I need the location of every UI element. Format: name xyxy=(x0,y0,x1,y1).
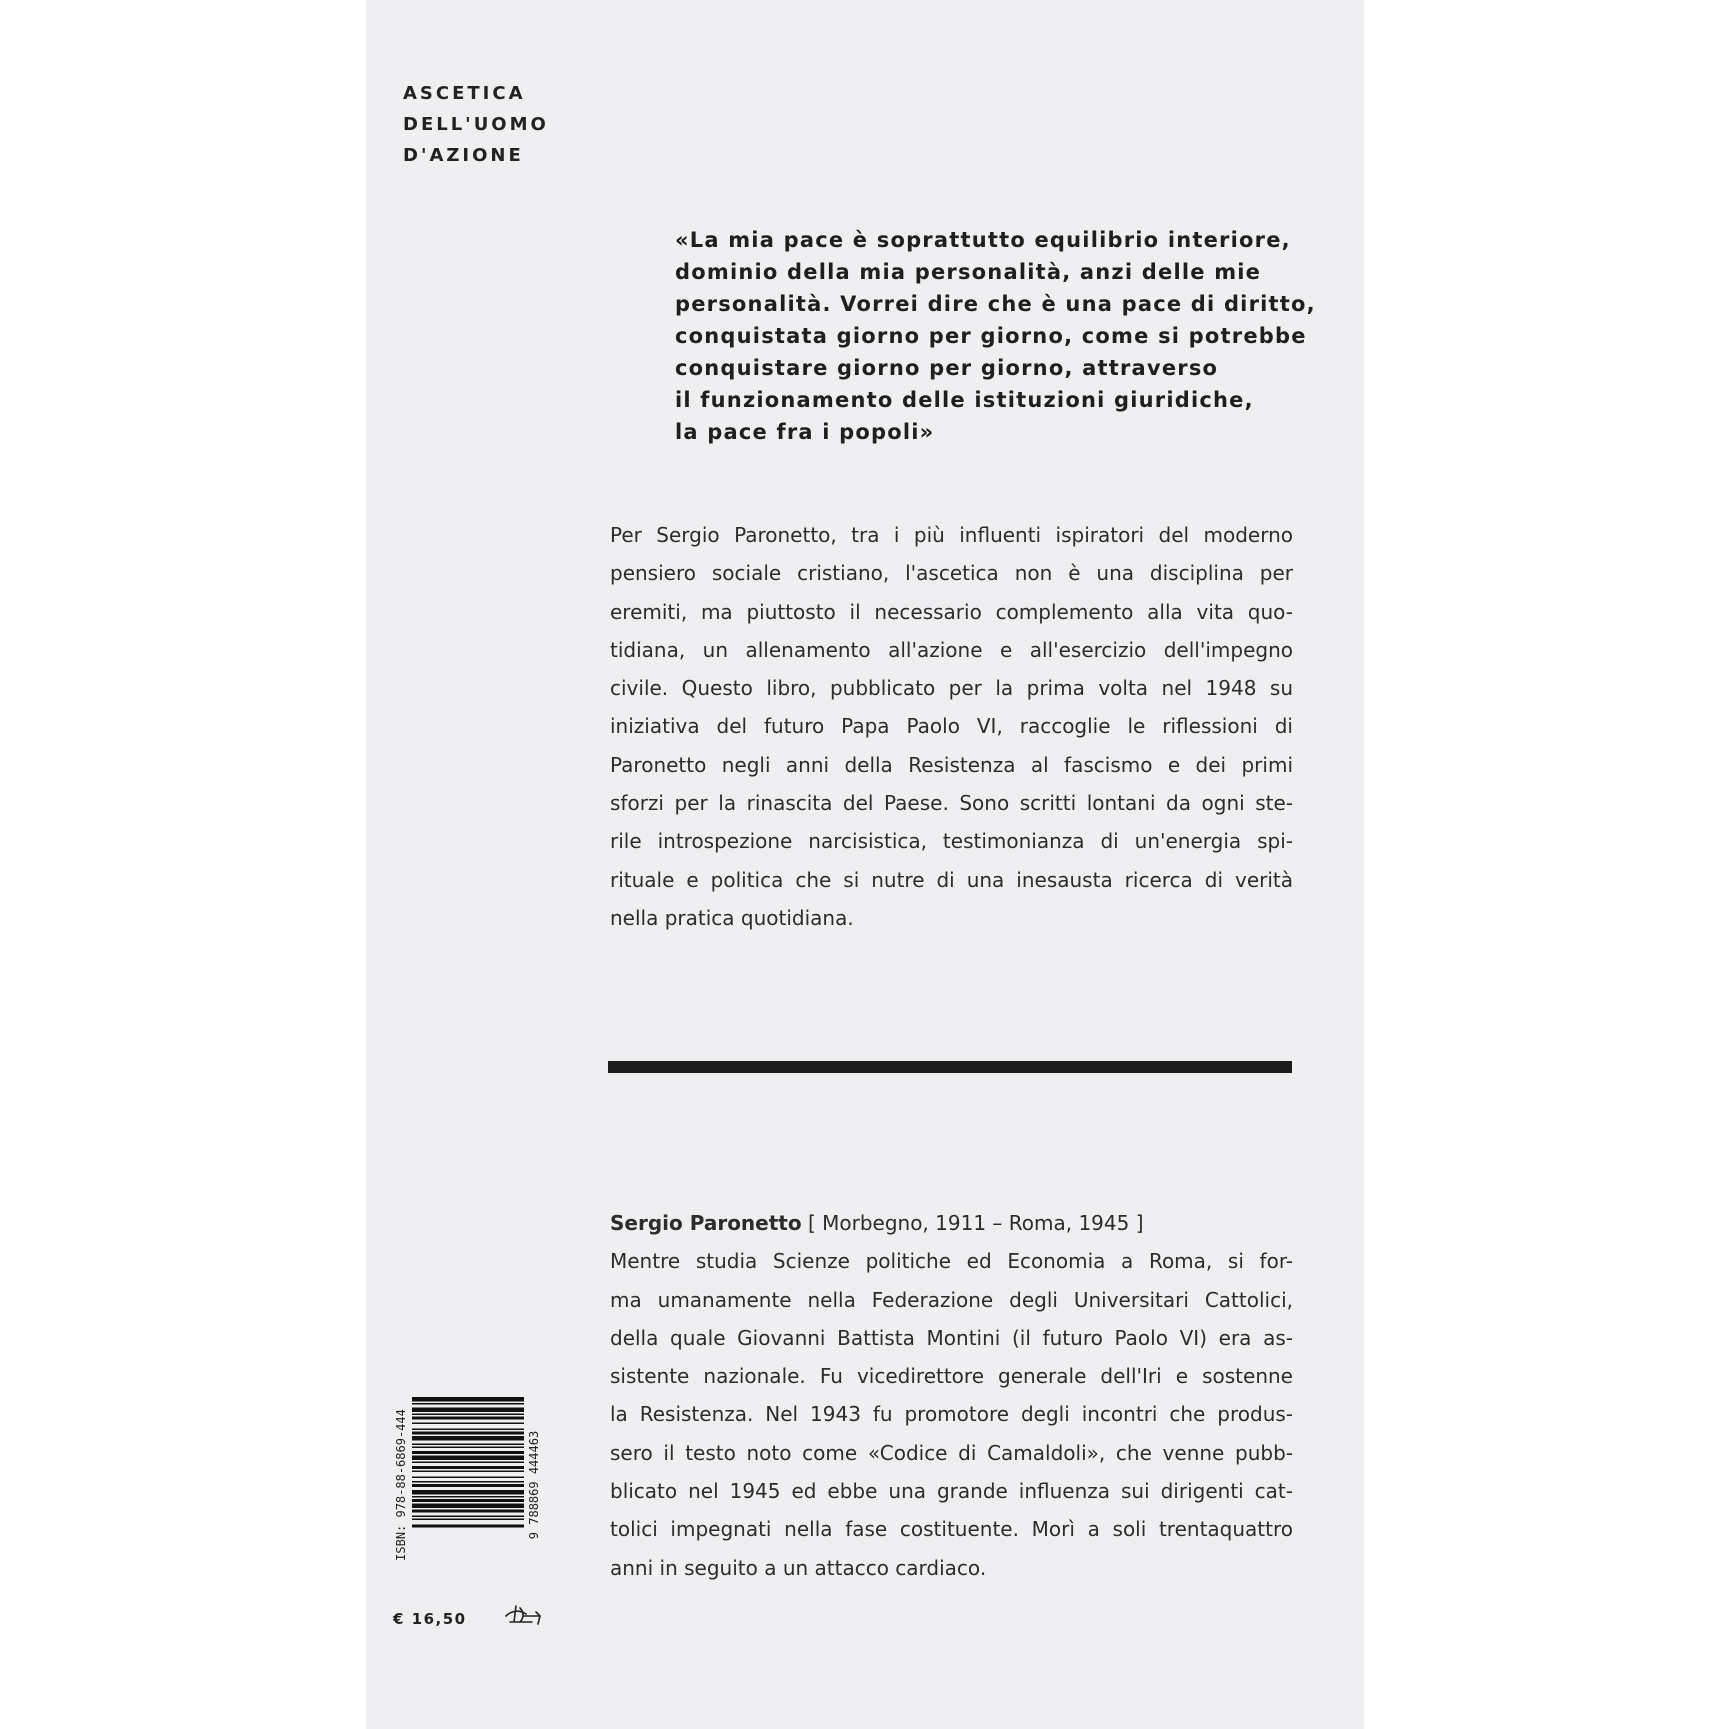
barcode-bar xyxy=(412,1436,524,1441)
isbn-barcode xyxy=(390,1395,550,1575)
description-line: rituale e politica che si nutre di una inesausta ricerca di verità xyxy=(610,867,1293,892)
bio-line: anni in seguito a un attacco cardiaco. xyxy=(610,1555,987,1580)
book-description xyxy=(610,516,1293,937)
series-title-line: DELL'UOMO xyxy=(403,114,549,135)
barcode-bar xyxy=(412,1423,524,1425)
barcode-bar xyxy=(412,1432,524,1435)
book-back-cover xyxy=(366,0,1364,1729)
barcode-bar xyxy=(412,1519,524,1521)
barcode-bar xyxy=(412,1451,524,1454)
description-line: civile. Questo libro, pubblicato per la prima volta nel 1948 su xyxy=(610,676,1293,701)
quote-line: la pace fra i popoli» xyxy=(675,420,935,444)
barcode-icon xyxy=(412,1395,524,1575)
quote-line: il funzionamento delle istituzioni giuridiche, xyxy=(675,388,1254,412)
divider-rule xyxy=(608,1061,1292,1073)
bio-line: Mentre studia Scienze politiche ed Economia a Roma, si for- xyxy=(610,1249,1293,1274)
barcode-bar xyxy=(412,1484,524,1487)
barcode-bar xyxy=(412,1403,524,1405)
barcode-digits-text: 9 788869 444463 xyxy=(527,1430,541,1540)
barcode-bar xyxy=(412,1496,524,1498)
bio-line: della quale Giovanni Battista Montini (il futuro Paolo VI) era as- xyxy=(610,1325,1293,1350)
barcode-bar xyxy=(412,1444,524,1446)
bio-line: sistente nazionale. Fu vicedirettore generale dell'Iri e sostenne xyxy=(610,1364,1293,1389)
series-title-line: D'AZIONE xyxy=(403,145,524,166)
series-title-line: ASCETICA xyxy=(403,83,526,104)
author-name: Sergio Paronetto xyxy=(610,1211,802,1235)
barcode-bar xyxy=(412,1456,524,1461)
barcode-bar xyxy=(412,1447,524,1449)
barcode-bar xyxy=(412,1477,524,1479)
barcode-bar xyxy=(412,1408,524,1413)
barcode-digits xyxy=(526,1395,542,1575)
description-line: Paronetto negli anni della Resistenza al fascismo e dei primi xyxy=(610,752,1293,777)
quote-line: personalità. Vorrei dire che è una pace di diritto, xyxy=(675,292,1316,316)
bio-line: ma umanamente nella Federazione degli Universitari Cattolici, xyxy=(610,1287,1293,1312)
description-line: Per Sergio Paronetto, tra i più influenti ispiratori del moderno xyxy=(610,523,1293,547)
description-line: nella pratica quotidiana. xyxy=(610,905,854,930)
description-line: iniziativa del futuro Papa Paolo VI, raccoglie le riflessioni di xyxy=(610,714,1293,739)
quote-line: dominio della mia personalità, anzi delle mie xyxy=(675,260,1262,284)
author-quote xyxy=(675,224,1325,448)
publisher-logo-icon xyxy=(502,1600,544,1630)
barcode-bar xyxy=(412,1499,524,1502)
description-line: eremiti, ma piuttosto il necessario complemento alla vita quo- xyxy=(610,599,1293,624)
barcode-bar xyxy=(412,1481,524,1483)
bio-heading xyxy=(610,1204,1293,1242)
barcode-bar xyxy=(412,1466,524,1469)
barcode-bar xyxy=(412,1504,524,1509)
isbn-label-text: ISBN: 978-88-6869-444 xyxy=(394,1409,408,1561)
bio-line: blicato nel 1945 ed ebbe una grande influenza sui dirigenti cat- xyxy=(610,1479,1293,1504)
barcode-bar xyxy=(412,1429,524,1431)
barcode-bar xyxy=(412,1490,524,1495)
bio-line: tolici impegnati nella fase costituente. Morì a soli trentaquattro xyxy=(610,1517,1293,1542)
description-line: sforzi per la rinascita del Paese. Sono scritti lontani da ogni ste- xyxy=(610,791,1293,816)
barcode-bar xyxy=(412,1510,524,1513)
barcode-bar xyxy=(412,1462,524,1464)
barcode-bar xyxy=(412,1516,524,1518)
bio-line: sero il testo noto come «Codice di Camaldoli», che venne pubb- xyxy=(610,1440,1293,1465)
series-title xyxy=(403,78,549,171)
barcode-bar xyxy=(412,1525,524,1528)
barcode-bar xyxy=(412,1414,524,1416)
quote-line: conquistata giorno per giorno, come si potrebbe xyxy=(675,324,1307,348)
quote-line: conquistare giorno per giorno, attraverso xyxy=(675,356,1219,380)
barcode-bar xyxy=(412,1417,524,1420)
description-line: pensiero sociale cristiano, l'ascetica non è una disciplina per xyxy=(610,561,1293,586)
author-dates: [ Morbegno, 1911 – Roma, 1945 ] xyxy=(801,1211,1144,1235)
description-line: tidiana, un allenamento all'azione e all'esercizio dell'impegno xyxy=(610,637,1293,662)
price-label: € 16,50 xyxy=(393,1610,467,1628)
description-line: rile introspezione narcisistica, testimonianza di un'energia spi- xyxy=(610,829,1293,854)
quote-line: «La mia pace è soprattutto equilibrio interiore, xyxy=(675,228,1291,252)
isbn-label xyxy=(390,1395,412,1575)
bio-line: la Resistenza. Nel 1943 fu promotore degli incontri che produs- xyxy=(610,1402,1293,1427)
barcode-bar xyxy=(412,1471,524,1473)
barcode-bar xyxy=(412,1397,524,1402)
author-bio xyxy=(610,1204,1293,1587)
